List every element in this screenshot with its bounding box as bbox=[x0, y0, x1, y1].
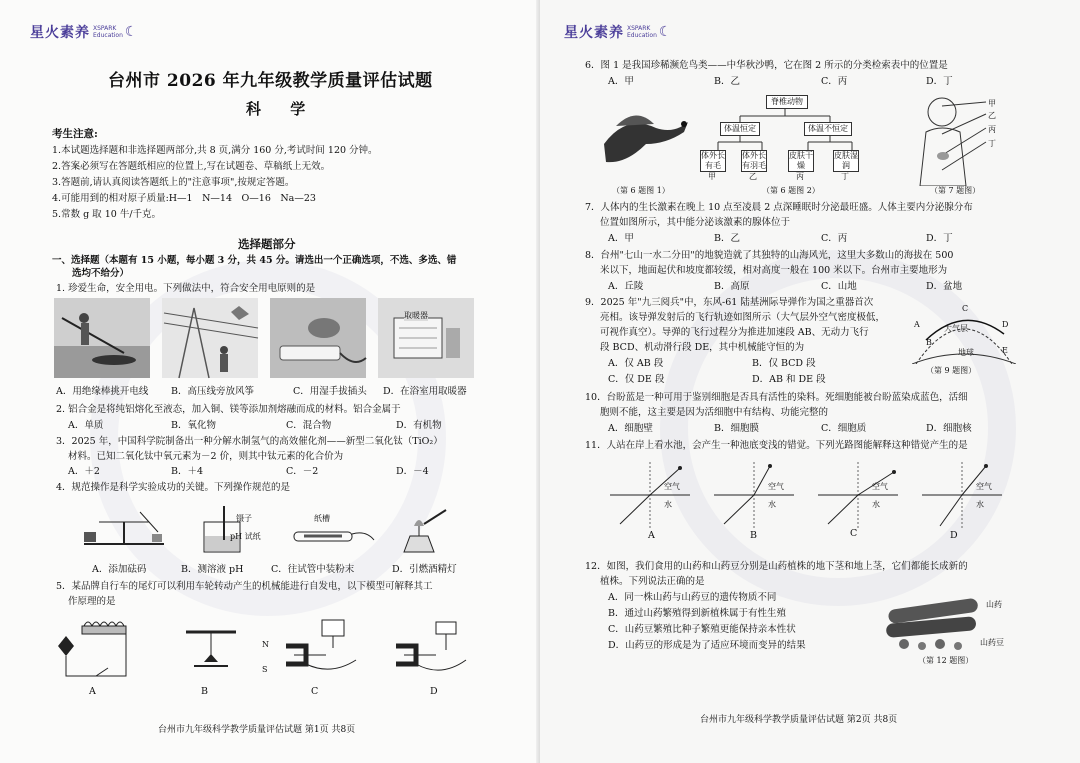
q1-option-b: B．高压线旁放风筝 bbox=[171, 386, 254, 397]
q6-key-leaf-wet: 皮肤湿润 bbox=[834, 151, 858, 170]
q2-stem: 2. 铝合金是将纯铝熔化至液态，加入铜、镁等添加剂熔融而成的材料。铝合金属于 bbox=[56, 404, 401, 415]
q6-option-c: C．丙 bbox=[821, 76, 848, 87]
notice-4: 4.可能用到的相对原子质量:H—1 N—14 O—16 Na—23 bbox=[52, 193, 316, 204]
q2-option-a: A．单质 bbox=[68, 420, 104, 431]
q7-stem-2: 位置如图所示，其中能分泌该激素的腺体位于 bbox=[600, 217, 791, 228]
q8-option-d: D．盆地 bbox=[926, 281, 963, 292]
q5-stem-2: 作原理的是 bbox=[68, 596, 116, 607]
q8-stem-2: 米以下，地面起伏和坡度都较缓，相对高度一般在 100 米以下。台州市主要地形为 bbox=[600, 265, 948, 276]
q12-option-d: D．山药豆的形成是为了适应环境而变异的结果 bbox=[608, 640, 806, 651]
q7-stem-1: 7．人体内的生长激素在晚上 10 点至凌晨 2 点深睡眠时分泌最旺盛。人体主要内分泌腺分布 bbox=[585, 202, 973, 213]
q9-option-c: C．仅 DE 段 bbox=[608, 374, 665, 385]
notice-2: 2.答案必须写在答题纸相应的位置上,写在试题卷、草稿纸上无效。 bbox=[52, 161, 331, 172]
q11-water-a: 水 bbox=[664, 500, 672, 509]
q9-point-c: C bbox=[962, 304, 969, 313]
q1-photo-c bbox=[270, 298, 366, 378]
q7-label-jia: 甲 bbox=[988, 99, 996, 108]
q6-option-d: D．丁 bbox=[926, 76, 953, 87]
q5-figure-a bbox=[58, 622, 126, 676]
q9-option-a: A．仅 AB 段 bbox=[608, 358, 664, 369]
q6-key-leaf-hair: 体外长有毛 bbox=[701, 151, 725, 170]
q2-option-d: D．有机物 bbox=[396, 420, 442, 431]
q8-stem-1: 8．台州"七山一水二分田"的地貌造就了其独特的山海风光，这里大多数山的海拔在 500 bbox=[585, 250, 954, 261]
q8-option-a: A．丘陵 bbox=[608, 281, 644, 292]
q12-option-c: C．山药豆繁殖比种子繁殖更能保持亲本性状 bbox=[608, 624, 796, 635]
q4-lamp-figure bbox=[404, 510, 446, 552]
q6-key-letter-bing: 丙 bbox=[796, 172, 804, 181]
q12-label-bulbil: 山药豆 bbox=[980, 638, 1004, 647]
q4-figures bbox=[74, 504, 474, 560]
q4-option-b: B．测溶液 pH bbox=[181, 564, 244, 575]
q9-point-e: E bbox=[1002, 346, 1008, 355]
q7-label-yi: 乙 bbox=[988, 111, 996, 120]
q6-caption-1: （第 6 题图 1） bbox=[612, 186, 670, 195]
q4-label-ph-paper: pH 试纸 bbox=[230, 532, 261, 541]
q7-option-d: D．丁 bbox=[926, 233, 953, 244]
brand-english: XSPARK Education bbox=[93, 25, 123, 39]
q5-figure-d bbox=[396, 622, 466, 670]
q6-key-leaf-feather: 体外长有羽毛 bbox=[742, 151, 766, 170]
q11-air-c: 空气 bbox=[872, 482, 888, 491]
q11-water-d: 水 bbox=[976, 500, 984, 509]
q5-figure-c bbox=[286, 620, 356, 669]
q3-option-c: C．－2 bbox=[286, 466, 319, 477]
q9-caption: （第 9 题图） bbox=[926, 366, 977, 375]
q4-balance-figure bbox=[84, 512, 164, 544]
q6-stem: 6．图 1 是我国珍稀濒危鸟类——中华秋沙鸭，它在图 2 所示的分类检索表中的位置是 bbox=[585, 60, 948, 71]
q4-label-paper-trough: 纸槽 bbox=[314, 514, 330, 523]
q5-letter-b: B bbox=[201, 686, 208, 697]
q4-option-a: A．添加砝码 bbox=[92, 564, 147, 575]
q5-figures bbox=[56, 616, 476, 686]
q10-option-d: D．细胞核 bbox=[926, 423, 972, 434]
q5-pole-s: S bbox=[262, 665, 268, 674]
q11-diagram-a bbox=[610, 462, 690, 528]
q12-option-a: A．同一株山药与山药豆的遗传物质不同 bbox=[608, 592, 777, 603]
exam-title: 台州市 2026 年九年级教学质量评估试题 bbox=[108, 71, 433, 91]
q10-stem-1: 10．台盼蓝是一种可用于鉴别细胞是否具有活性的染料。死细胞能被台盼蓝染成蓝色，活细 bbox=[585, 392, 968, 403]
q1-option-a: A．用绝缘棒挑开电线 bbox=[56, 386, 149, 397]
q11-letter-b: B bbox=[750, 530, 757, 541]
q1-heater-label: 取暖器 bbox=[404, 311, 428, 320]
q6-key-letter-ding: 丁 bbox=[841, 172, 849, 181]
notice-1: 1.本试题选择题和非选择题两部分,共 8 页,满分 160 分,考试时间 120 分钟。 bbox=[52, 145, 378, 156]
q1-option-c: C．用湿手拔插头 bbox=[293, 386, 367, 397]
q11-diagram-c bbox=[818, 462, 898, 528]
q9-line-3: 可视作真空）。导弹的飞行过程分为推进加速段 AB、无动力飞行 bbox=[600, 327, 869, 338]
exam-page-2 bbox=[540, 0, 1080, 763]
q7-label-bing: 丙 bbox=[988, 125, 996, 134]
q5-letter-d: D bbox=[430, 686, 438, 697]
notice-5: 5.常数 g 取 10 牛/千克。 bbox=[52, 209, 162, 220]
q11-stem: 11．人站在岸上看水池，会产生一种池底变浅的错觉。下列光路图能解释这种错觉产生的是 bbox=[585, 440, 968, 451]
q9-point-a: A bbox=[914, 320, 920, 329]
notice-title: 考生注意: bbox=[52, 128, 98, 140]
q10-option-a: A．细胞壁 bbox=[608, 423, 653, 434]
q5-letter-c: C bbox=[311, 686, 319, 697]
notice-3: 3.答题前,请认真阅读答题纸上的"注意事项",按规定答题。 bbox=[52, 177, 295, 188]
q6-key-leaf-dry: 皮肤干燥 bbox=[789, 151, 813, 170]
q9-option-d: D．AB 和 DE 段 bbox=[752, 374, 826, 385]
q12-yam-figure bbox=[882, 590, 982, 652]
subject-title: 科 学 bbox=[246, 100, 318, 118]
q6-option-a: A．甲 bbox=[608, 76, 634, 87]
q11-diagram-b bbox=[714, 462, 794, 528]
q10-stem-2: 胞则不能，这主要是因为活细胞中有结构、功能完整的 bbox=[600, 407, 829, 418]
q3-stem-2: 材料。已知二氧化钛中氧元素为－2 价，则其中钛元素的化合价为 bbox=[68, 451, 344, 462]
q3-option-d: D．－4 bbox=[396, 466, 429, 477]
q9-point-d: D bbox=[1002, 320, 1009, 329]
q6-key-root: 脊椎动物 bbox=[766, 95, 808, 109]
section-intro-1: 一、选择题（本题有 15 小题，每小题 3 分，共 45 分。请选出一个正确选项，不选、多选、错 bbox=[52, 255, 457, 266]
q7-option-b: B．乙 bbox=[714, 233, 740, 244]
q6-duck-figure bbox=[596, 104, 694, 170]
q11-diagram-d bbox=[922, 462, 1002, 528]
q4-stem: 4．规范操作是科学实验成功的关键。下列操作规范的是 bbox=[56, 482, 291, 493]
q9-line-1: 9．2025 年"九三阅兵"中，东风-61 陆基洲际导弹作为国之重器首次 bbox=[585, 297, 874, 308]
q4-option-d: D．引燃酒精灯 bbox=[392, 564, 457, 575]
q12-label-yam: 山药 bbox=[986, 600, 1002, 609]
brand-logo bbox=[30, 22, 137, 42]
q4-ph-figure bbox=[204, 506, 240, 552]
page2-footer: 台州市九年级科学教学质量评估试题 第2页 共8页 bbox=[700, 715, 898, 725]
q7-label-ding: 丁 bbox=[988, 139, 996, 148]
page1-footer: 台州市九年级科学教学质量评估试题 第1页 共8页 bbox=[158, 725, 356, 735]
q6-key-letter-jia: 甲 bbox=[708, 172, 716, 181]
q1-option-d: D．在浴室用取暖器 bbox=[383, 386, 467, 397]
q11-ray-diagrams bbox=[610, 462, 1010, 528]
q9-option-b: B．仅 BCD 段 bbox=[752, 358, 816, 369]
q8-option-b: B．高原 bbox=[714, 281, 750, 292]
moon-icon: ☾ bbox=[658, 24, 672, 40]
q8-option-c: C．山地 bbox=[821, 281, 857, 292]
q5-figure-b bbox=[186, 632, 236, 666]
q6-key-cold: 体温不恒定 bbox=[804, 122, 852, 136]
q11-letter-c: C bbox=[850, 528, 858, 539]
section-intro-2: 选均不给分） bbox=[72, 268, 130, 279]
q5-letter-a: A bbox=[89, 686, 96, 697]
q11-air-b: 空气 bbox=[768, 482, 784, 491]
q4-option-c: C．往试管中装粉末 bbox=[271, 564, 355, 575]
q10-option-c: C．细胞质 bbox=[821, 423, 867, 434]
q12-stem-1: 12．如图，我们食用的山药和山药豆分别是山药植株的地下茎和地上茎，它们都能长成新的 bbox=[585, 561, 968, 572]
q1-photo-a bbox=[54, 298, 150, 378]
q9-point-b: B bbox=[926, 338, 932, 347]
q12-stem-2: 植株。下列说法正确的是 bbox=[600, 576, 705, 587]
q3-option-b: B．＋4 bbox=[171, 466, 204, 477]
q11-water-b: 水 bbox=[768, 500, 776, 509]
q11-letter-a: A bbox=[648, 530, 655, 541]
q7-option-a: A．甲 bbox=[608, 233, 634, 244]
q3-stem-1: 3．2025 年，中国科学院制备出一种分解水制氢气的高效催化剂——新型二氧化钛（TiO₂） bbox=[56, 436, 443, 447]
q2-option-b: B．氧化物 bbox=[171, 420, 216, 431]
q3-option-a: A．＋2 bbox=[68, 466, 100, 477]
q5-pole-n: N bbox=[262, 640, 269, 649]
q11-letter-d: D bbox=[950, 530, 958, 541]
section-title: 选择题部分 bbox=[238, 237, 296, 251]
q6-option-b: B．乙 bbox=[714, 76, 740, 87]
q11-air-d: 空气 bbox=[976, 482, 992, 491]
q6-caption-2: （第 6 题图 2） bbox=[762, 186, 820, 195]
q4-label-tweezers: 镊子 bbox=[236, 514, 252, 523]
q12-option-b: B．通过山药繁殖得到新植株属于有性生殖 bbox=[608, 608, 786, 619]
q1-photo-d bbox=[378, 298, 474, 378]
brand-name: 星火素养 bbox=[30, 25, 90, 41]
q6-key-letter-yi: 乙 bbox=[749, 172, 757, 181]
q2-option-c: C．混合物 bbox=[286, 420, 332, 431]
q9-line-2: 亮相。该导弹发射后的飞行轨迹如图所示（大气层外空气密度极低， bbox=[600, 312, 886, 323]
q6-key-warm: 体温恒定 bbox=[720, 122, 760, 136]
q10-option-b: B．细胞膜 bbox=[714, 423, 759, 434]
q1-stem: 1. 珍爱生命，安全用电。下列做法中，符合安全用电原则的是 bbox=[56, 283, 316, 294]
q9-line-4: 段 BCD、机动滑行段 DE，其中机械能守恒的为 bbox=[600, 342, 805, 353]
q12-caption: （第 12 题图） bbox=[918, 656, 974, 665]
q9-earth-label: 地球 bbox=[958, 348, 974, 357]
moon-icon: ☾ bbox=[124, 24, 138, 40]
q7-caption: （第 7 题图） bbox=[930, 186, 981, 195]
q11-water-c: 水 bbox=[872, 500, 880, 509]
q4-testtube-figure bbox=[294, 532, 374, 541]
q5-stem-1: 5．某品牌自行车的尾灯可以利用车轮转动产生的机械能进行自发电，以下模型可解释其工 bbox=[56, 581, 433, 592]
brand-logo-2: 星火素养 XSPARK Education ☾ bbox=[564, 24, 672, 41]
q9-atmosphere-label: 大气层 bbox=[944, 324, 968, 333]
q11-air-a: 空气 bbox=[664, 482, 680, 491]
q7-option-c: C．丙 bbox=[821, 233, 848, 244]
q1-photo-b bbox=[162, 298, 258, 378]
